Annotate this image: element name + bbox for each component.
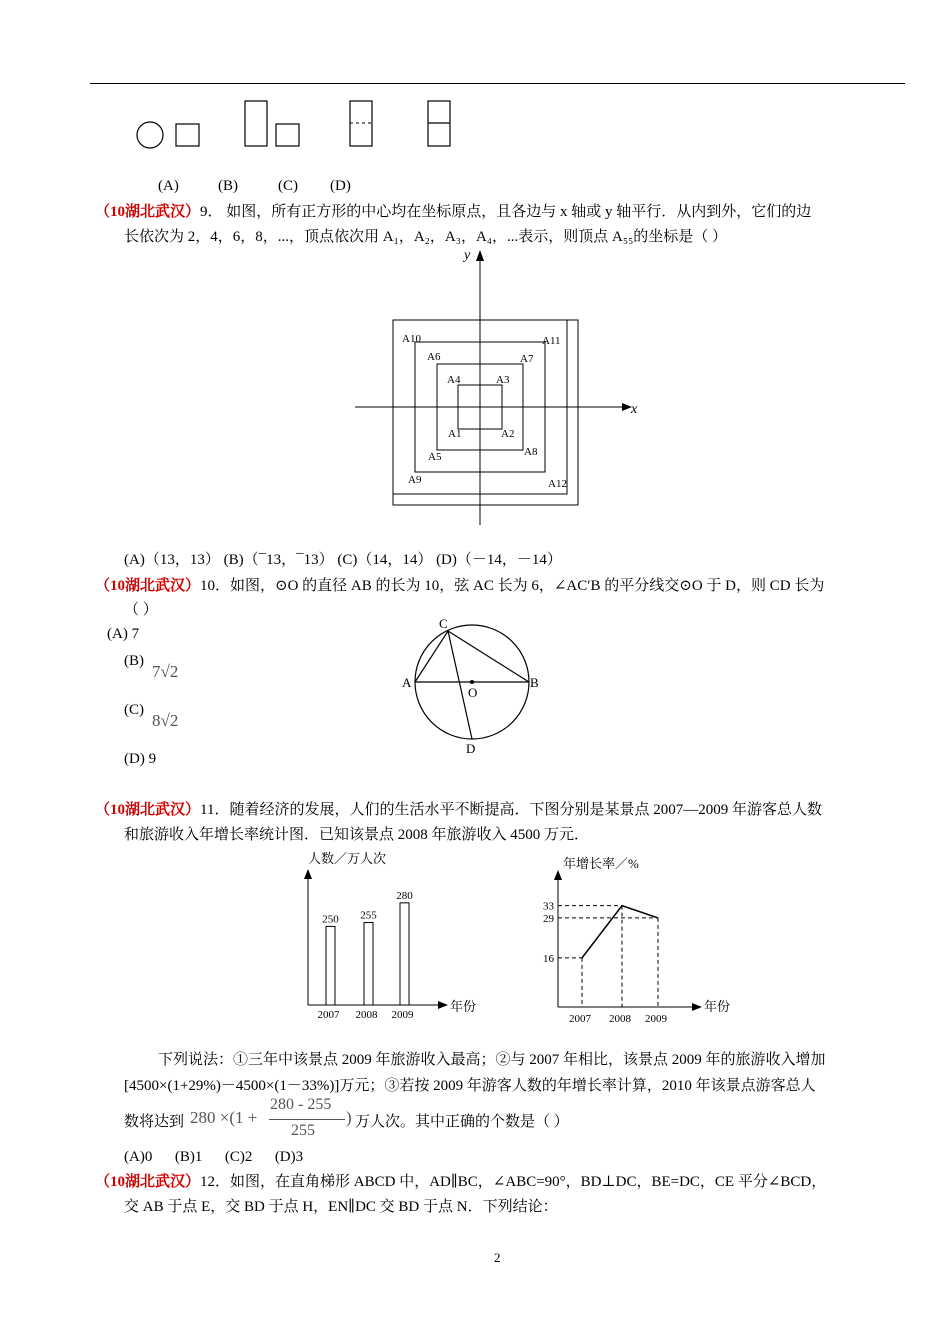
- q12-line1: [95, 1172, 826, 1192]
- q11-line1: [95, 800, 822, 820]
- q11-source: （10湖北武汉）: [95, 802, 201, 818]
- q11-line2: 和旅游收入年增长率统计图．已知该景点 2008 年旅游收入 4500 万元．: [124, 827, 590, 843]
- q11-formula-num: 280 - 255: [270, 1096, 332, 1113]
- q10-line2: （ ）: [124, 602, 158, 618]
- q9-text1: 9． 如图，所有正方形的中心均在坐标原点，且各边与 x 轴或 y 轴平行．从内到外，它们的边: [200, 204, 812, 220]
- q11-statement-2: [4500×(1+29%)－4500×(1－33%)]万元；③若按 2009 年游客人数的年增长率计算，2010 年该景点游客总人: [124, 1078, 816, 1094]
- chart1-y-arrow: [304, 869, 312, 879]
- q12-source: （10湖北武汉）: [95, 1174, 201, 1190]
- q10-source: （10湖北武汉）: [95, 578, 201, 594]
- chart1-x-arrow: [438, 1001, 448, 1009]
- bar-2007: [326, 926, 335, 1005]
- q9-line1: [95, 202, 811, 222]
- q10-option-d: (D) 9: [124, 751, 157, 767]
- q10-center-dot: [470, 680, 474, 684]
- q11-formula-tail: ): [346, 1108, 352, 1127]
- q10-option-b: (B): [124, 653, 144, 669]
- q8-option-b: (B): [218, 178, 238, 194]
- q9-label-a10: A10: [402, 333, 421, 345]
- q9-label-a8: A8: [524, 446, 538, 458]
- q10-option-c: (C): [124, 702, 144, 718]
- q10-line1: [95, 576, 824, 596]
- q9-y-arrow: [476, 250, 484, 261]
- q9-squares-figure: [350, 245, 650, 530]
- page-number: 2: [494, 1250, 501, 1265]
- bar-label-2009: 280: [396, 889, 413, 902]
- q10-label-c: C: [439, 616, 448, 631]
- q8-option-a: (A): [158, 178, 179, 194]
- chart1-xlabel: 年份: [450, 999, 477, 1014]
- chart1-ylabel: 人数／万人次: [308, 851, 387, 866]
- q10-option-b-value: 7√2: [152, 662, 179, 681]
- q10-option-a: (A) 7: [107, 626, 140, 642]
- q9-label-a11: A11: [542, 335, 561, 347]
- q8-option-c: (C): [278, 178, 298, 194]
- q11-bar-chart: [290, 845, 500, 1025]
- q8-tall-rect-b: [245, 101, 267, 146]
- q9-label-a3: A3: [496, 374, 510, 386]
- ytick-29: 29: [543, 912, 554, 925]
- q11-stmt3-lead: 数将达到: [124, 1114, 185, 1130]
- chart2-xlabel: 年份: [704, 999, 731, 1014]
- xtick-2009: 2009: [645, 1013, 667, 1025]
- q9-source: （10湖北武汉）: [95, 204, 201, 220]
- q10-label-d: D: [466, 741, 476, 756]
- q10-circle-figure: [395, 615, 555, 760]
- q9-label-a7: A7: [520, 353, 534, 365]
- q9-label-a12: A12: [548, 478, 567, 490]
- header-rule: [90, 83, 905, 84]
- q11-stmt3-tail: 万人次。其中正确的个数是（ ）: [355, 1114, 569, 1130]
- q10-chord-cb: [448, 631, 529, 682]
- q8-circle: [137, 122, 163, 148]
- bar-2009: [400, 903, 409, 1005]
- q9-y-label: y: [464, 248, 471, 263]
- q9-x-label: x: [631, 402, 638, 417]
- q9-line2: 长依次为 2，4，6，8，...，顶点依次用 A₁，A₂，A₃，A₄，...表示，则顶点 A₅₅的坐标是（ ）: [124, 229, 728, 245]
- ytick-16: 16: [543, 952, 554, 965]
- xtick-2007: 2007: [569, 1013, 591, 1025]
- growth-line: [582, 906, 658, 958]
- q11-formula-den: 255: [291, 1122, 315, 1139]
- xtick-2007: 2007: [317, 1009, 340, 1021]
- xtick-2008: 2008: [355, 1009, 378, 1021]
- q9-label-a2: A2: [501, 428, 515, 440]
- ytick-33: 33: [543, 900, 554, 913]
- chart2-ylabel: 年增长率／%: [563, 856, 639, 871]
- q8-shapes: [130, 95, 470, 155]
- q10-label-a: A: [402, 675, 412, 690]
- q11-statement-1: 下列说法：①三年中该景点 2009 年旅游收入最高；②与 2007 年相比，该景点 2009 年的旅游收入增加: [158, 1052, 826, 1068]
- chart2-y-arrow: [554, 870, 562, 880]
- q10-option-c-value: 8√2: [152, 711, 179, 730]
- q10-chord-ac: [415, 631, 448, 682]
- q10-label-o: O: [468, 685, 478, 700]
- bar-label-2008: 255: [360, 909, 377, 922]
- q11-options: (A)0 (B)1 (C)2 (D)3: [124, 1149, 304, 1165]
- q11-line-chart: [530, 850, 750, 1030]
- q11-formula-lead: 280 ×(1 +: [190, 1108, 258, 1127]
- q9-label-a9: A9: [408, 474, 422, 486]
- q8-square-a: [176, 124, 199, 146]
- q8-square-b: [276, 124, 299, 146]
- q11-formula-bar: [269, 1119, 345, 1120]
- q11-text1: 11．随着经济的发展，人们的生活水平不断提高．下图分别是某景点 2007—2009 年游客总人数: [200, 802, 822, 818]
- q9-options: (A)（13，13） (B)（¯13，¯13） (C)（14，14） (D)（－14，－14）: [124, 552, 562, 568]
- bar-label-2007: 250: [322, 913, 339, 926]
- q9-label-a5: A5: [428, 451, 442, 463]
- q9-label-a4: A4: [447, 374, 461, 386]
- q9-label-a6: A6: [427, 351, 441, 363]
- q12-text1: 12．如图，在直角梯形 ABCD 中，AD∥BC，∠ABC=90°，BD⊥DC，BE=DC，CE 平分∠BCD，: [200, 1174, 827, 1190]
- q8-option-d: (D): [330, 178, 351, 194]
- xtick-2008: 2008: [609, 1013, 631, 1025]
- bar-2008: [364, 923, 373, 1006]
- q9-label-a1: A1: [448, 428, 462, 440]
- xtick-2009: 2009: [391, 1009, 414, 1021]
- q12-line2: 交 AB 于点 E，交 BD 于点 H，EN∥DC 交 BD 于点 N．下列结论：: [124, 1199, 558, 1215]
- q10-label-b: B: [530, 675, 539, 690]
- q10-text1: 10．如图，⊙O 的直径 AB 的长为 10，弦 AC 长为 6，∠AC′B 的平分线交⊙O 于 D，则 CD 长为: [200, 578, 825, 594]
- chart2-x-arrow: [692, 1003, 702, 1011]
